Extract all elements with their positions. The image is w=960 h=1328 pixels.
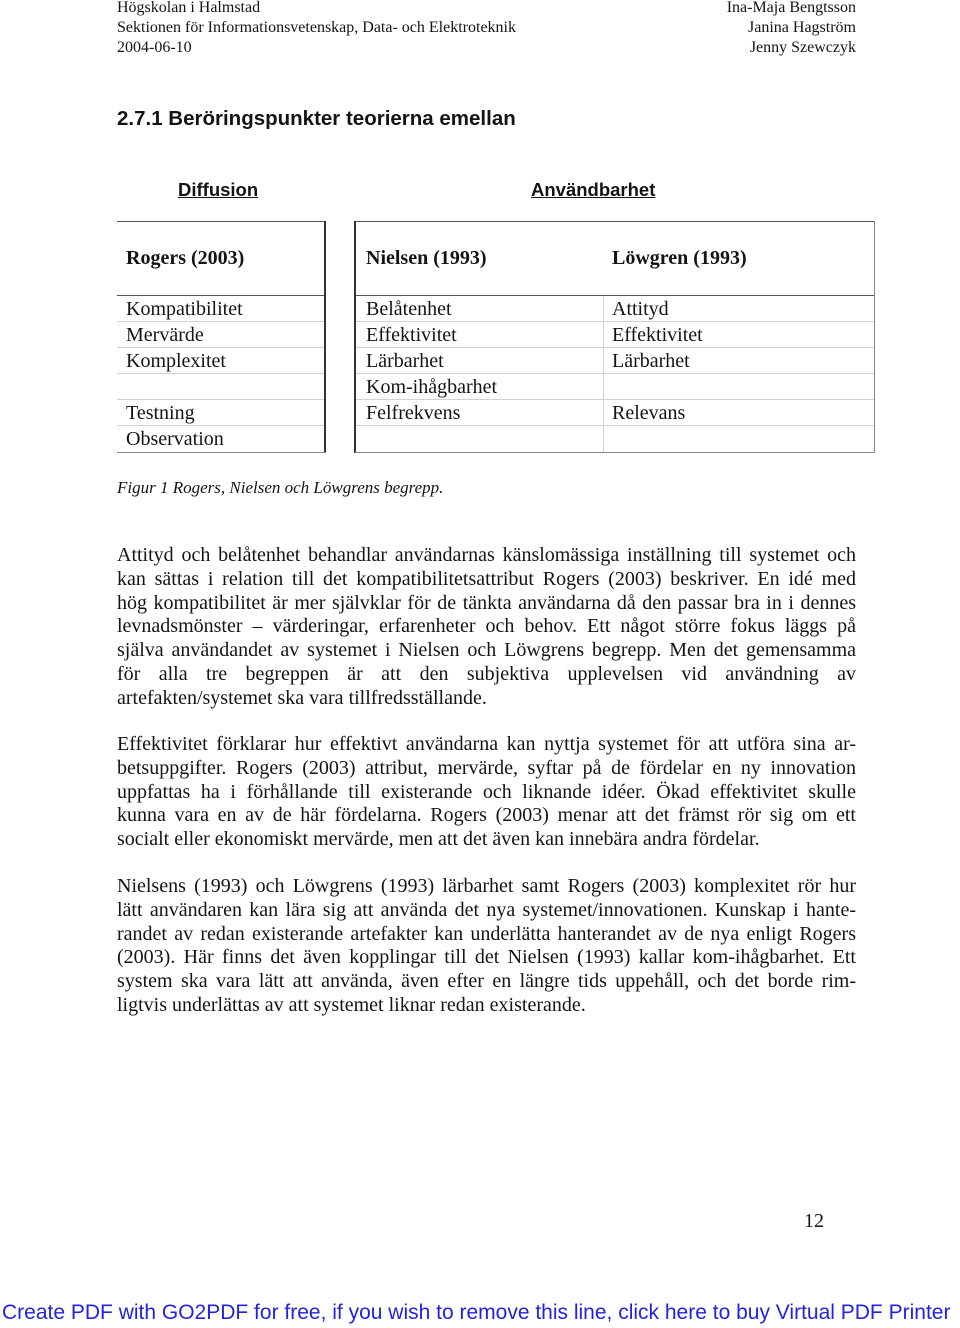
table-cell: Mervärde bbox=[126, 324, 204, 346]
table-cell: Testning bbox=[126, 402, 195, 424]
paragraph-line: kan sättas i relation till det kompatibilitetsattribut Rogers (2003) beskriver. En idé med bbox=[117, 567, 856, 590]
group-label-diffusion: Diffusion bbox=[178, 179, 259, 200]
table-rule bbox=[117, 221, 326, 222]
paragraph-line: levnadsmönster – värderingar, erfarenheter och behov. Ett något större fokus läggs på bbox=[117, 615, 856, 638]
paragraph-line: Effektivitet förklarar hur effektivt användarna kan nyttja systemet för att utföra sina ar- bbox=[117, 733, 856, 755]
table-rule bbox=[117, 452, 326, 453]
table-cell: Komplexitet bbox=[126, 350, 226, 372]
table-rule bbox=[324, 221, 326, 453]
table-cell: Effektivitet bbox=[366, 324, 457, 346]
table-cell: Attityd bbox=[612, 298, 669, 320]
column-header-lowgren: Löwgren (1993) bbox=[612, 247, 747, 269]
paragraph-learnability bbox=[117, 875, 856, 1018]
table-cell: Belåtenhet bbox=[366, 298, 452, 320]
paragraph-line: hög kompatibilitet är mer självklar för de tänkta användarna då den passar bra in i dennes bbox=[117, 591, 856, 614]
paragraph-line: socialt eller ekonomiskt mervärde, men att det även kan innebära andra fördelar. bbox=[117, 828, 760, 851]
header-author-2: Janina Hagström bbox=[748, 19, 856, 36]
pdf-printer-banner-link[interactable]: Create PDF with GO2PDF for free, if you wish to remove this line, click here to buy Virtual PDF Printer bbox=[2, 1301, 951, 1324]
paragraph-line: själva användandet av systemet i Nielsen och Löwgrens begrepp. Men det gemensamma bbox=[117, 639, 856, 662]
paragraph-attitude bbox=[117, 544, 856, 711]
header-author-1: Ina-Maja Bengtsson bbox=[726, 0, 856, 16]
paragraph-line: (2003). Här finns det även kopplingar till det Nielsen (1993) kallar kom-ihågbarhet. Ett bbox=[117, 946, 856, 969]
header-institution: Högskolan i Halmstad bbox=[117, 0, 261, 16]
paragraph-line: för alla tre begreppen är att den subjektiva upplevelsen vid användning av bbox=[117, 662, 856, 685]
paragraph-line: uppfattas ha i förhållande till existerande och liknande idéer. Ökad effektivitet skulle bbox=[117, 780, 856, 803]
group-label-usability: Användbarhet bbox=[531, 179, 656, 200]
table-cell: Relevans bbox=[612, 402, 686, 424]
paragraph-line: Nielsens (1993) och Löwgrens (1993) lärbarhet samt Rogers (2003) komplexitet rör hur bbox=[117, 875, 856, 897]
table-rule bbox=[603, 296, 604, 453]
page-number: 12 bbox=[804, 1210, 824, 1232]
table-cell: Kompatibilitet bbox=[126, 298, 243, 320]
table-rule bbox=[874, 221, 875, 453]
table-cell: Kom-ihågbarhet bbox=[366, 376, 498, 398]
paragraph-line: artefakten/systemet ska vara tillfredsställande. bbox=[117, 686, 487, 709]
table-cell: Effektivitet bbox=[612, 324, 703, 346]
table-cell: Felfrekvens bbox=[366, 402, 461, 424]
paragraph-line: randet av redan existerande artefakter kan underlätta hanterandet av de nya enligt Rogers bbox=[117, 922, 856, 945]
table-cell: Lärbarhet bbox=[612, 350, 690, 372]
section-heading: 2.7.1 Beröringspunkter teorierna emellan bbox=[117, 107, 516, 130]
header-date: 2004-06-10 bbox=[117, 39, 192, 56]
paragraph-efficiency bbox=[117, 733, 856, 852]
header-author-3: Jenny Szewczyk bbox=[749, 39, 856, 56]
paragraph-line: Attityd och belåtenhet behandlar användarnas känslomässiga inställning till systemet och bbox=[117, 544, 856, 566]
table-rule bbox=[354, 221, 356, 453]
paragraph-line: betsuppgifter. Rogers (2003) attribut, mervärde, syftar på de fördelar en ny innovation bbox=[117, 756, 856, 779]
paragraph-line: kunna vara en av de här fördelarna. Rogers (2003) menar att det främst rör sig om ett bbox=[117, 804, 856, 827]
figure-caption: Figur 1 Rogers, Nielsen och Löwgrens begrepp. bbox=[117, 478, 444, 497]
table-cell: Lärbarhet bbox=[366, 350, 444, 372]
table-rule bbox=[355, 221, 875, 222]
table-cell: Observation bbox=[126, 428, 224, 450]
paragraph-line: system ska vara lätt att använda, även efter en längre tids uppehåll, och det borde rim- bbox=[117, 970, 856, 993]
paragraph-line: lätt användaren kan lära sig att använda det nya systemet/innovationen. Kunskap i hante- bbox=[117, 898, 856, 921]
header-department: Sektionen för Informationsvetenskap, Data- och Elektroteknik bbox=[117, 19, 516, 36]
column-header-rogers: Rogers (2003) bbox=[126, 247, 245, 269]
paragraph-line: ligtvis underlättas av att systemet liknar redan existerande. bbox=[117, 993, 586, 1016]
table-rule bbox=[355, 452, 875, 453]
column-header-nielsen: Nielsen (1993) bbox=[366, 247, 487, 269]
